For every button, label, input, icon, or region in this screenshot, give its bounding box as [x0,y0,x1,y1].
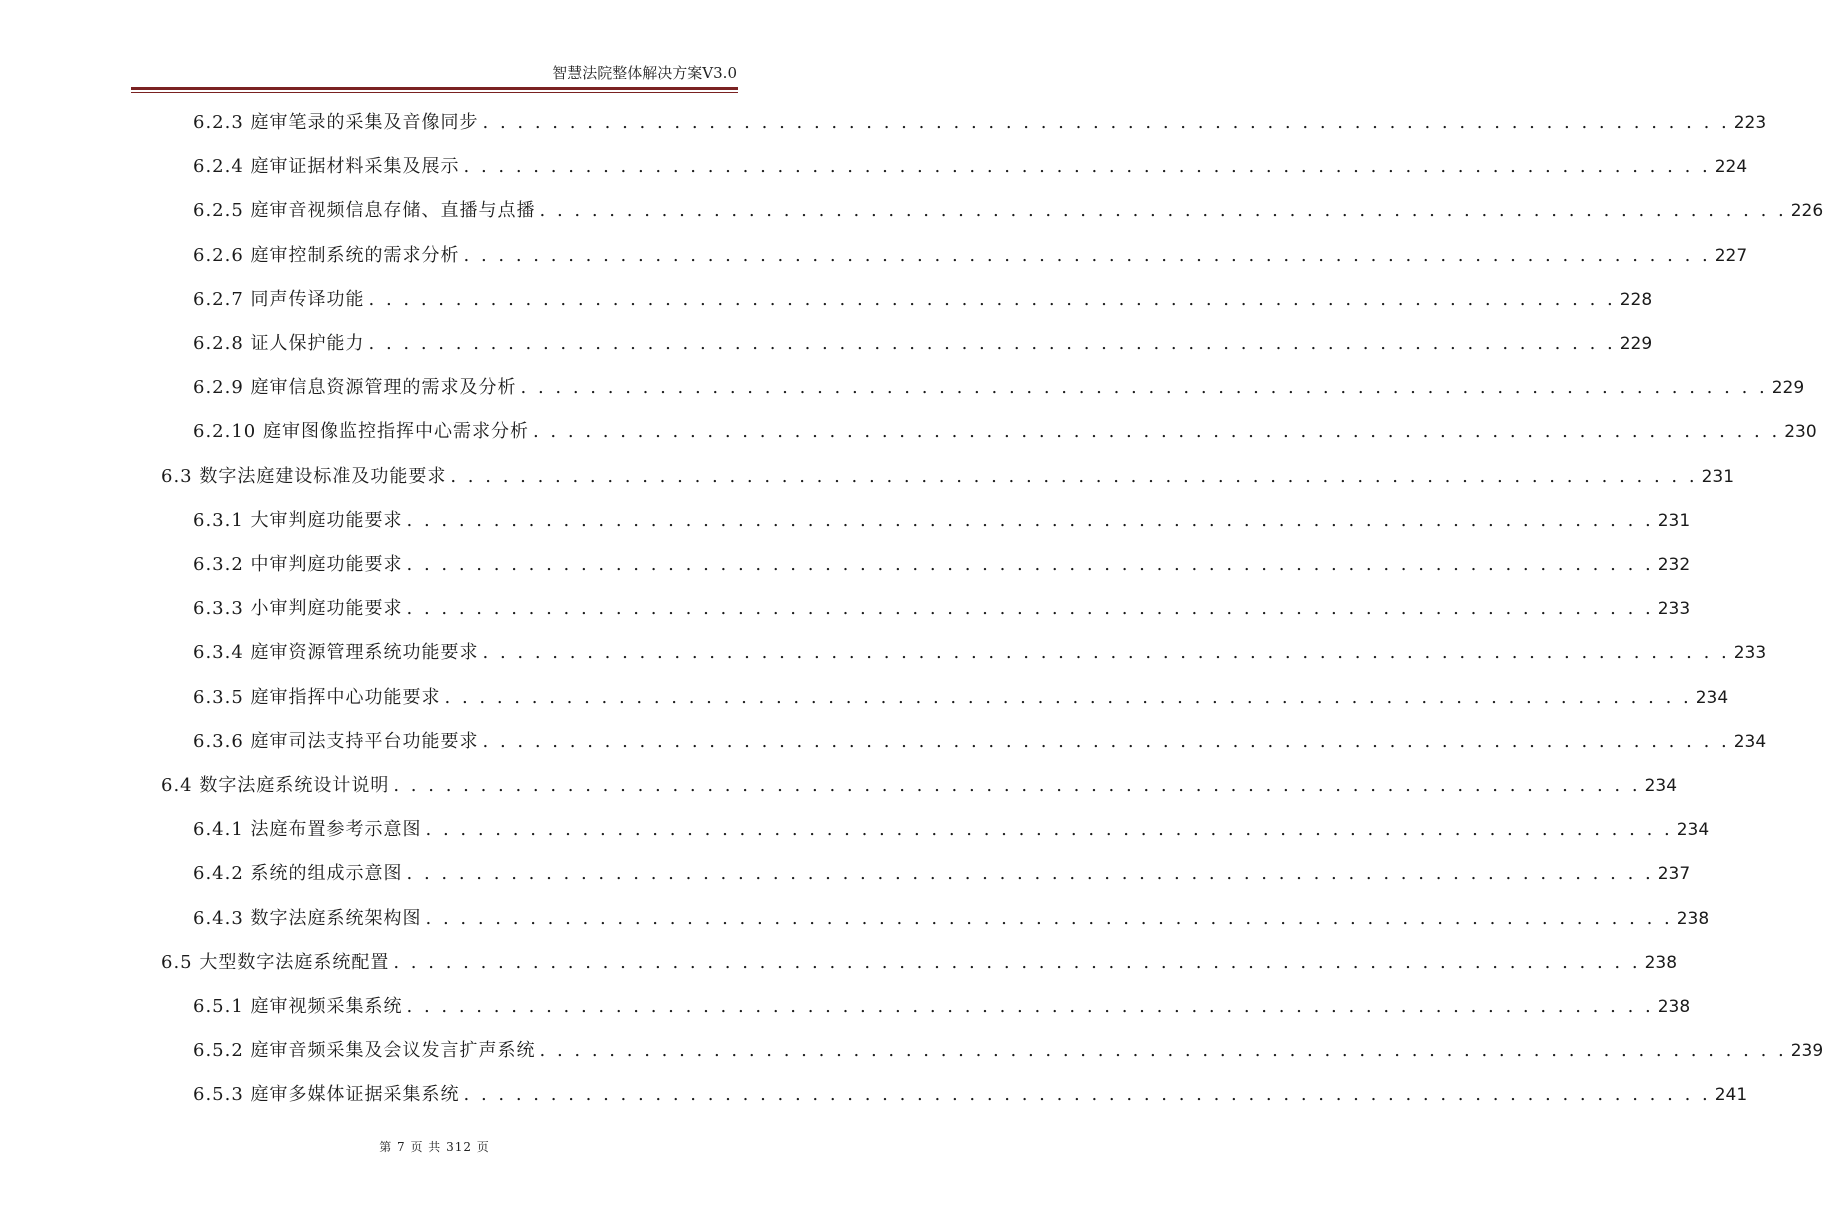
toc-entry[interactable] [193,241,1748,266]
toc-entry[interactable] [193,506,1691,531]
toc-entry-title: 6.4.1 法庭布置参考示意图 [193,819,422,840]
toc-page-number: 227 [1714,246,1748,266]
toc-page-number: 231 [1701,467,1735,487]
toc-leader-dots: . . . . . . . . . . . . . . . . . . . . . . . . . . . . . . . . . . . . . . . . . . . . . . . . . . . . . . . . . . . . . . . . . . . . . . . . [532,421,1781,442]
toc-page-number: 241 [1714,1085,1748,1105]
header-rule-thin [131,92,738,93]
toc-leader-dots: . . . . . . . . . . . . . . . . . . . . . . . . . . . . . . . . . . . . . . . . . . . . . . . . . . . . . . . . . . . . . . . . . . . . . . . . [368,333,1616,354]
toc-entry[interactable] [193,329,1653,354]
toc-entry-title: 6.2.5 庭审音视频信息存储、直播与点播 [193,200,536,221]
toc-entry-title: 6.5.2 庭审音频采集及会议发言扩声系统 [193,1040,536,1061]
toc-page-number: 226 [1790,201,1823,221]
toc-page-number: 224 [1714,157,1748,177]
header-rule [131,87,738,90]
toc-page-number: 237 [1657,864,1691,884]
toc-page-number: 230 [1784,422,1817,442]
toc-entry[interactable] [193,373,1805,398]
toc-entry[interactable] [193,108,1767,133]
toc-entry[interactable] [193,550,1691,575]
toc-entry-title: 6.3.5 庭审指挥中心功能要求 [193,687,441,708]
toc-page-number: 239 [1790,1041,1823,1061]
toc-entry-title: 6.2.10 庭审图像监控指挥中心需求分析 [193,421,529,442]
toc-leader-dots: . . . . . . . . . . . . . . . . . . . . . . . . . . . . . . . . . . . . . . . . . . . . . . . . . . . . . . . . . . . . . . . . . . . . . . . . [425,819,1673,840]
toc-entry[interactable] [193,1036,1823,1061]
toc-leader-dots: . . . . . . . . . . . . . . . . . . . . . . . . . . . . . . . . . . . . . . . . . . . . . . . . . . . . . . . . . . . . . . . . . . . . . . . . [406,554,1654,575]
toc-entry[interactable] [193,683,1729,708]
toc-leader-dots: . . . . . . . . . . . . . . . . . . . . . . . . . . . . . . . . . . . . . . . . . . . . . . . . . . . . . . . . . . . . . . . . . . . . . . . . [393,952,1641,973]
toc-entry-title: 6.2.8 证人保护能力 [193,333,365,354]
toc-entry[interactable] [193,152,1748,177]
document-header-title: 智慧法院整体解决方案V3.0 [552,64,737,82]
toc-entry[interactable] [161,771,1678,796]
toc-entry-title: 6.3.6 庭审司法支持平台功能要求 [193,731,479,752]
toc-entry-title: 6.2.7 同声传译功能 [193,289,365,310]
toc-entry-title: 6.5 大型数字法庭系统配置 [161,952,390,973]
toc-leader-dots: . . . . . . . . . . . . . . . . . . . . . . . . . . . . . . . . . . . . . . . . . . . . . . . . . . . . . . . . . . . . . . . . . . . . . . . . [520,377,1768,398]
toc-leader-dots: . . . . . . . . . . . . . . . . . . . . . . . . . . . . . . . . . . . . . . . . . . . . . . . . . . . . . . . . . . . . . . . . . . . . . . . . [463,156,1711,177]
toc-entry[interactable] [193,1080,1748,1105]
toc-leader-dots: . . . . . . . . . . . . . . . . . . . . . . . . . . . . . . . . . . . . . . . . . . . . . . . . . . . . . . . . . . . . . . . . . . . . . . . . [450,466,1698,487]
toc-leader-dots: . . . . . . . . . . . . . . . . . . . . . . . . . . . . . . . . . . . . . . . . . . . . . . . . . . . . . . . . . . . . . . . . . . . . . . . . [463,1084,1711,1105]
toc-entry-title: 6.2.4 庭审证据材料采集及展示 [193,156,460,177]
toc-page-number: 234 [1644,776,1678,796]
toc-entry-title: 6.2.3 庭审笔录的采集及音像同步 [193,112,479,133]
toc-page-number: 232 [1657,555,1691,575]
toc-entry-title: 6.4 数字法庭系统设计说明 [161,775,390,796]
toc-entry[interactable] [193,904,1710,929]
toc-entry[interactable] [193,638,1767,663]
toc-page-number: 234 [1733,732,1767,752]
toc-leader-dots: . . . . . . . . . . . . . . . . . . . . . . . . . . . . . . . . . . . . . . . . . . . . . . . . . . . . . . . . . . . . . . . . . . . . . . . . [406,996,1654,1017]
page-footer: 第 7 页 共 312 页 [379,1140,490,1154]
toc-entry-title: 6.3.2 中审判庭功能要求 [193,554,403,575]
toc-page-number: 231 [1657,511,1691,531]
toc-page-number: 229 [1619,334,1653,354]
toc-entry[interactable] [193,594,1691,619]
toc-entry[interactable] [193,727,1767,752]
toc-entry-title: 6.4.3 数字法庭系统架构图 [193,908,422,929]
toc-page-number: 234 [1676,820,1710,840]
toc-entry-title: 6.4.2 系统的组成示意图 [193,863,403,884]
toc-page-number: 238 [1676,909,1710,929]
toc-leader-dots: . . . . . . . . . . . . . . . . . . . . . . . . . . . . . . . . . . . . . . . . . . . . . . . . . . . . . . . . . . . . . . . . . . . . . . . . [539,1040,1787,1061]
toc-leader-dots: . . . . . . . . . . . . . . . . . . . . . . . . . . . . . . . . . . . . . . . . . . . . . . . . . . . . . . . . . . . . . . . . . . . . . . . . [393,775,1641,796]
toc-leader-dots: . . . . . . . . . . . . . . . . . . . . . . . . . . . . . . . . . . . . . . . . . . . . . . . . . . . . . . . . . . . . . . . . . . . . . . . . [482,642,1730,663]
toc-leader-dots: . . . . . . . . . . . . . . . . . . . . . . . . . . . . . . . . . . . . . . . . . . . . . . . . . . . . . . . . . . . . . . . . . . . . . . . . [406,598,1654,619]
toc-entry[interactable] [193,815,1710,840]
toc-leader-dots: . . . . . . . . . . . . . . . . . . . . . . . . . . . . . . . . . . . . . . . . . . . . . . . . . . . . . . . . . . . . . . . . . . . . . . . . [482,731,1730,752]
toc-page-number: 238 [1657,997,1691,1017]
toc-leader-dots: . . . . . . . . . . . . . . . . . . . . . . . . . . . . . . . . . . . . . . . . . . . . . . . . . . . . . . . . . . . . . . . . . . . . . . . . [368,289,1616,310]
toc-leader-dots: . . . . . . . . . . . . . . . . . . . . . . . . . . . . . . . . . . . . . . . . . . . . . . . . . . . . . . . . . . . . . . . . . . . . . . . . [463,245,1711,266]
toc-entry-title: 6.2.6 庭审控制系统的需求分析 [193,245,460,266]
toc-page-number: 223 [1733,113,1767,133]
toc-entry[interactable] [161,948,1678,973]
toc-leader-dots: . . . . . . . . . . . . . . . . . . . . . . . . . . . . . . . . . . . . . . . . . . . . . . . . . . . . . . . . . . . . . . . . . . . . . . . . [539,200,1787,221]
toc-entry[interactable] [193,196,1823,221]
toc-leader-dots: . . . . . . . . . . . . . . . . . . . . . . . . . . . . . . . . . . . . . . . . . . . . . . . . . . . . . . . . . . . . . . . . . . . . . . . . [406,510,1654,531]
toc-leader-dots: . . . . . . . . . . . . . . . . . . . . . . . . . . . . . . . . . . . . . . . . . . . . . . . . . . . . . . . . . . . . . . . . . . . . . . . . [406,863,1654,884]
toc-entry[interactable] [161,462,1735,487]
toc-leader-dots: . . . . . . . . . . . . . . . . . . . . . . . . . . . . . . . . . . . . . . . . . . . . . . . . . . . . . . . . . . . . . . . . . . . . . . . . [444,687,1692,708]
toc-entry-title: 6.3.4 庭审资源管理系统功能要求 [193,642,479,663]
toc-page-number: 228 [1619,290,1653,310]
toc-page-number: 238 [1644,953,1678,973]
toc-leader-dots: . . . . . . . . . . . . . . . . . . . . . . . . . . . . . . . . . . . . . . . . . . . . . . . . . . . . . . . . . . . . . . . . . . . . . . . . [425,908,1673,929]
toc-entry-title: 6.2.9 庭审信息资源管理的需求及分析 [193,377,517,398]
toc-entry-title: 6.5.3 庭审多媒体证据采集系统 [193,1084,460,1105]
toc-entry[interactable] [193,992,1691,1017]
toc-entry-title: 6.3.3 小审判庭功能要求 [193,598,403,619]
toc-page-number: 234 [1695,688,1729,708]
toc-page-number: 229 [1771,378,1805,398]
toc-entry-title: 6.3 数字法庭建设标准及功能要求 [161,466,447,487]
toc-entry[interactable] [193,417,1817,442]
toc-entry[interactable] [193,285,1653,310]
toc-entry[interactable] [193,859,1691,884]
toc-page-number: 233 [1657,599,1691,619]
toc-leader-dots: . . . . . . . . . . . . . . . . . . . . . . . . . . . . . . . . . . . . . . . . . . . . . . . . . . . . . . . . . . . . . . . . . . . . . . . . [482,112,1730,133]
toc-entry-title: 6.5.1 庭审视频采集系统 [193,996,403,1017]
toc-entry-title: 6.3.1 大审判庭功能要求 [193,510,403,531]
toc-page-number: 233 [1733,643,1767,663]
